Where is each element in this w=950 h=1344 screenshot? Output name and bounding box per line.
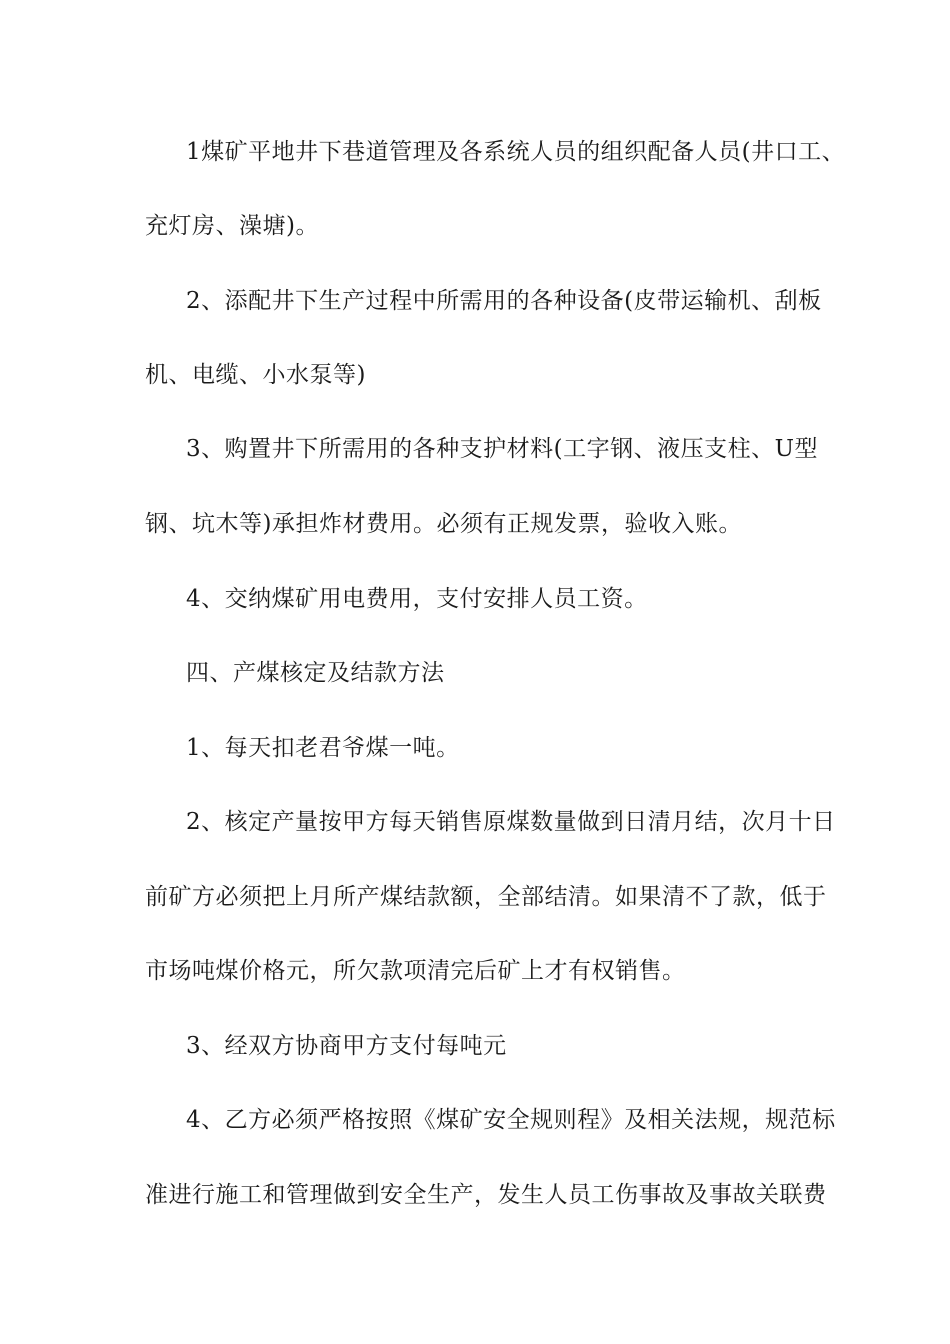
- paragraph-line-6: 钢、坑木等)承担炸材费用。必须有正规发票，验收入账。: [145, 511, 742, 537]
- paragraph-line-3: 2、添配井下生产过程中所需用的各种设备(皮带运输机、刮板: [186, 288, 822, 314]
- paragraph-line-4: 机、电缆、小水泵等): [145, 362, 366, 388]
- paragraph-line-2: 充灯房、澡塘)。: [145, 213, 319, 239]
- paragraph-line-7: 4、交纳煤矿用电费用，支付安排人员工资。: [186, 586, 648, 612]
- paragraph-line-15: 准进行施工和管理做到安全生产，发生人员工伤事故及事故关联费: [145, 1182, 827, 1208]
- paragraph-line-10: 2、核定产量按甲方每天销售原煤数量做到日清月结，次月十日: [186, 809, 836, 835]
- paragraph-line-9: 1、每天扣老君爷煤一吨。: [186, 735, 460, 761]
- paragraph-line-11: 前矿方必须把上月所产煤结款额，全部结清。如果清不了款，低于: [145, 884, 827, 910]
- paragraph-line-5: 3、购置井下所需用的各种支护材料(工字钢、液压支柱、U型: [186, 436, 818, 462]
- paragraph-line-12: 市场吨煤价格元，所欠款项清完后矿上才有权销售。: [145, 958, 686, 984]
- paragraph-line-1: 1煤矿平地井下巷道管理及各系统人员的组织配备人员(井口工、: [186, 139, 846, 165]
- paragraph-line-13: 3、经双方协商甲方支付每吨元: [186, 1033, 507, 1059]
- paragraph-line-14: 4、乙方必须严格按照《煤矿安全规则程》及相关法规，规范标: [186, 1107, 836, 1133]
- section-heading: 四、产煤核定及结款方法: [186, 660, 445, 686]
